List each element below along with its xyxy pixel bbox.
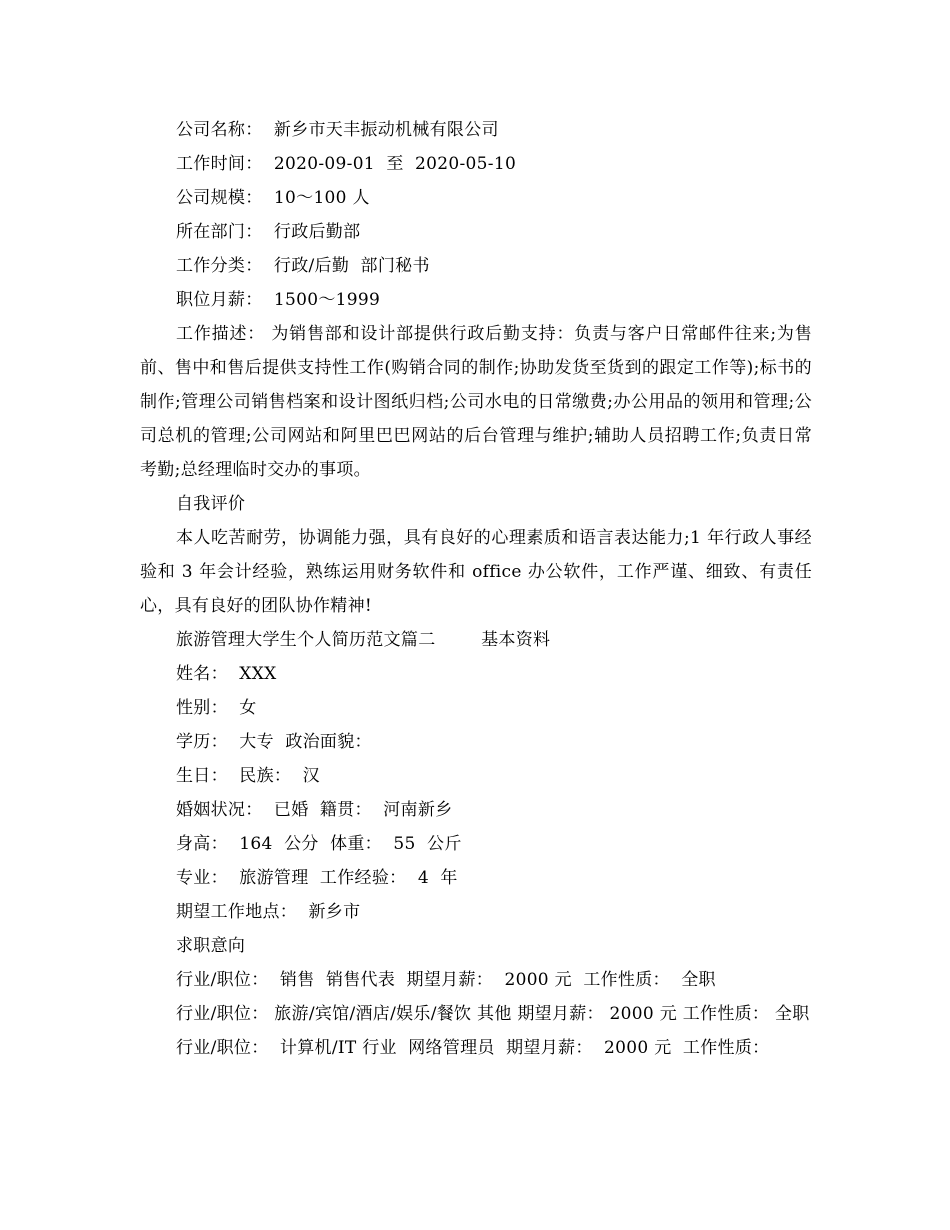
expected-location-line: 期望工作地点： 新乡市 xyxy=(176,902,361,922)
birthday-line: 生日： 民族： 汉 xyxy=(176,766,320,786)
self-evaluation-heading: 自我评价 xyxy=(176,494,246,514)
job-intent-heading: 求职意向 xyxy=(176,936,246,956)
major-line: 专业： 旅游管理 工作经验： 4 年 xyxy=(176,868,458,888)
company-size-line: 公司规模： 10～100 人 xyxy=(176,188,370,208)
work-period-line: 工作时间： 2020-09-01 至 2020-05-10 xyxy=(176,154,517,174)
job-intent-3: 行业/职位： 计算机/IT 行业 网络管理员 期望月薪： 2000 元 工作性质： xyxy=(176,1038,770,1058)
monthly-salary-line: 职位月薪： 1500～1999 xyxy=(176,290,381,310)
job-intent-1: 行业/职位： 销售 销售代表 期望月薪： 2000 元 工作性质： 全职 xyxy=(176,970,716,990)
job-category-line: 工作分类： 行政/后勤 部门秘书 xyxy=(176,256,430,276)
education-line: 学历： 大专 政治面貌： xyxy=(176,732,372,752)
job-intent-2: 行业/职位： 旅游/宾馆/酒店/娱乐/餐饮 其他 期望月薪： 2000 元 工作性质： 全职 xyxy=(176,1004,810,1024)
height-weight-line: 身高： 164 公分 体重： 55 公斤 xyxy=(176,834,462,854)
resume-document xyxy=(140,113,812,1065)
company-name-line: 公司名称： 新乡市天丰振动机械有限公司 xyxy=(176,120,499,140)
marital-status-line: 婚姻状况： 已婚 籍贯： 河南新乡 xyxy=(176,800,453,820)
self-evaluation-paragraph: 本人吃苦耐劳，协调能力强，具有良好的心理素质和语言表达能力;1 年行政人事经验和 3 年会计经验，熟练运用财务软件和 office 办公软件，工作严谨、细致、有责任心，具有良好的团队协作精神! xyxy=(140,528,812,616)
department-line: 所在部门： 行政后勤部 xyxy=(176,222,361,242)
gender-line: 性别： 女 xyxy=(176,698,257,718)
work-description-paragraph: 工作描述： 为销售部和设计部提供行政后勤支持：负责与客户日常邮件往来;为售前、售中和售后提供支持性工作(购销合同的制作;协助发货至货到的跟定工作等);标书的制作;管理公司销售档案和设计图纸归档;公司水电的日常缴费;办公用品的领用和管理;公司总机的管理;公司网站和阿里巴巴网站的后台管理与维护;辅助人员招聘工作;负责日常考勤;总经理临时交办的事项。 xyxy=(140,324,812,480)
section-title-basic-info: 旅游管理大学生个人简历范文篇二 基本资料 xyxy=(176,630,551,650)
name-line: 姓名： XXX xyxy=(176,664,277,684)
